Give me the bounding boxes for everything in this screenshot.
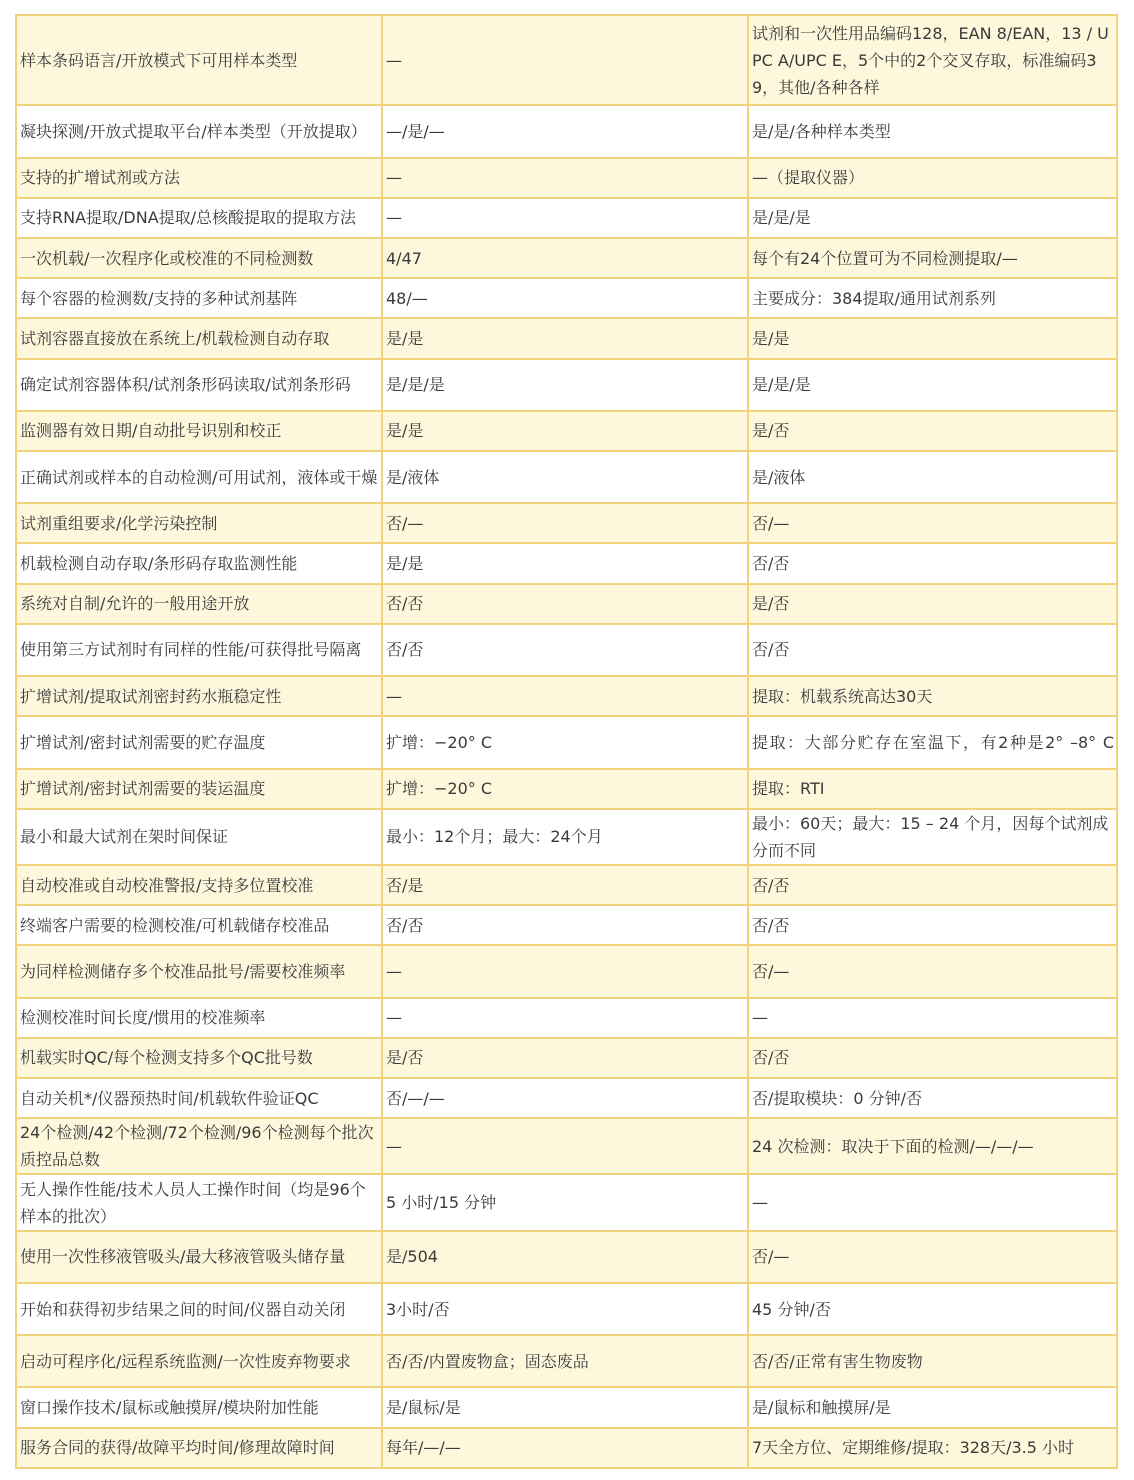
table-row bbox=[16, 676, 1117, 716]
feature-cell: 试剂重组要求/化学污染控制 bbox=[16, 503, 382, 543]
system-a-cell: 48/— bbox=[382, 278, 748, 318]
system-b-cell: — bbox=[748, 1174, 1117, 1230]
table-row bbox=[16, 411, 1117, 451]
system-b-cell: 否/否 bbox=[748, 1038, 1117, 1078]
feature-cell: 开始和获得初步结果之间的时间/仪器自动关闭 bbox=[16, 1283, 382, 1335]
feature-cell: 最小和最大试剂在架时间保证 bbox=[16, 809, 382, 865]
system-a-cell: — bbox=[382, 158, 748, 198]
system-b-cell: 否/否 bbox=[748, 624, 1117, 676]
feature-cell: 使用第三方试剂时有同样的性能/可获得批号隔离 bbox=[16, 624, 382, 676]
feature-cell: 终端客户需要的检测校准/可机载储存校准品 bbox=[16, 905, 382, 945]
table-row bbox=[16, 359, 1117, 411]
table-row bbox=[16, 716, 1117, 768]
system-b-cell: — bbox=[748, 998, 1117, 1038]
system-a-cell: 否/否 bbox=[382, 905, 748, 945]
table-row bbox=[16, 584, 1117, 624]
feature-cell: 支持RNA提取/DNA提取/总核酸提取的提取方法 bbox=[16, 198, 382, 238]
table-row bbox=[16, 238, 1117, 278]
spec-table-body bbox=[16, 15, 1117, 1468]
system-b-cell: 否/— bbox=[748, 503, 1117, 543]
feature-cell: 确定试剂容器体积/试剂条形码读取/试剂条形码 bbox=[16, 359, 382, 411]
system-a-cell: 4/47 bbox=[382, 238, 748, 278]
table-row bbox=[16, 1231, 1117, 1283]
system-a-cell: — bbox=[382, 676, 748, 716]
feature-cell: 自动关机*/仪器预热时间/机载软件验证QC bbox=[16, 1078, 382, 1118]
system-b-cell: 提取：大部分贮存在室温下，有2种是2° –8° C bbox=[748, 716, 1117, 768]
system-b-cell: 是/是 bbox=[748, 318, 1117, 358]
table-row bbox=[16, 1174, 1117, 1230]
system-b-cell: 每个有24个位置可为不同检测提取/— bbox=[748, 238, 1117, 278]
system-b-cell: 否/否 bbox=[748, 905, 1117, 945]
system-b-cell: 24 次检测：取决于下面的检测/—/—/— bbox=[748, 1118, 1117, 1174]
table-row bbox=[16, 769, 1117, 809]
table-row bbox=[16, 1387, 1117, 1427]
system-b-cell: 提取：机载系统高达30天 bbox=[748, 676, 1117, 716]
system-a-cell: 否/—/— bbox=[382, 1078, 748, 1118]
system-a-cell: 否/否 bbox=[382, 584, 748, 624]
feature-cell: 窗口操作技术/鼠标或触摸屏/模块附加性能 bbox=[16, 1387, 382, 1427]
system-a-cell: — bbox=[382, 1118, 748, 1174]
table-row bbox=[16, 543, 1117, 583]
table-row bbox=[16, 105, 1117, 157]
feature-cell: 启动可程序化/远程系统监测/一次性废弃物要求 bbox=[16, 1335, 382, 1387]
feature-cell: 无人操作性能/技术人员人工操作时间（均是96个样本的批次） bbox=[16, 1174, 382, 1230]
feature-cell: 样本条码语言/开放模式下可用样本类型 bbox=[16, 15, 382, 105]
feature-cell: 机载实时QC/每个检测支持多个QC批号数 bbox=[16, 1038, 382, 1078]
system-b-cell: 否/否 bbox=[748, 543, 1117, 583]
feature-cell: 机载检测自动存取/条形码存取监测性能 bbox=[16, 543, 382, 583]
system-b-cell: 是/是/各种样本类型 bbox=[748, 105, 1117, 157]
table-row bbox=[16, 1038, 1117, 1078]
feature-cell: 支持的扩增试剂或方法 bbox=[16, 158, 382, 198]
system-a-cell: 每年/—/— bbox=[382, 1428, 748, 1468]
feature-cell: 扩增试剂/提取试剂密封药水瓶稳定性 bbox=[16, 676, 382, 716]
system-b-cell: 7天全方位、定期维修/提取：328天/3.5 小时 bbox=[748, 1428, 1117, 1468]
feature-cell: 监测器有效日期/自动批号识别和校正 bbox=[16, 411, 382, 451]
feature-cell: 为同样检测储存多个校准品批号/需要校准频率 bbox=[16, 945, 382, 997]
spec-table bbox=[15, 14, 1118, 1469]
table-row bbox=[16, 865, 1117, 905]
table-row bbox=[16, 503, 1117, 543]
table-row bbox=[16, 945, 1117, 997]
system-a-cell: 是/液体 bbox=[382, 451, 748, 503]
table-row bbox=[16, 451, 1117, 503]
system-b-cell: 是/液体 bbox=[748, 451, 1117, 503]
system-b-cell: 否/提取模块：0 分钟/否 bbox=[748, 1078, 1117, 1118]
system-b-cell: 提取：RTI bbox=[748, 769, 1117, 809]
table-row bbox=[16, 1428, 1117, 1468]
feature-cell: 试剂容器直接放在系统上/机载检测自动存取 bbox=[16, 318, 382, 358]
system-b-cell: —（提取仪器） bbox=[748, 158, 1117, 198]
table-row bbox=[16, 278, 1117, 318]
table-row bbox=[16, 998, 1117, 1038]
system-b-cell: 是/否 bbox=[748, 584, 1117, 624]
system-a-cell: 3小时/否 bbox=[382, 1283, 748, 1335]
system-b-cell: 主要成分：384提取/通用试剂系列 bbox=[748, 278, 1117, 318]
system-b-cell: 是/鼠标和触摸屏/是 bbox=[748, 1387, 1117, 1427]
system-a-cell: 是/是/是 bbox=[382, 359, 748, 411]
system-a-cell: 是/是 bbox=[382, 411, 748, 451]
feature-cell: 正确试剂或样本的自动检测/可用试剂，液体或干燥 bbox=[16, 451, 382, 503]
system-a-cell: 否/是 bbox=[382, 865, 748, 905]
table-row bbox=[16, 905, 1117, 945]
system-b-cell: 否/— bbox=[748, 1231, 1117, 1283]
system-b-cell: 是/否 bbox=[748, 411, 1117, 451]
system-b-cell: 45 分钟/否 bbox=[748, 1283, 1117, 1335]
system-a-cell: 5 小时/15 分钟 bbox=[382, 1174, 748, 1230]
table-row bbox=[16, 624, 1117, 676]
feature-cell: 扩增试剂/密封试剂需要的贮存温度 bbox=[16, 716, 382, 768]
system-a-cell: 是/是 bbox=[382, 543, 748, 583]
table-row bbox=[16, 198, 1117, 238]
system-b-cell: 试剂和一次性用品编码128，EAN 8/EAN，13 / UPC A/UPC E，5个中的2个交叉存取，标准编码39，其他/各种各样 bbox=[748, 15, 1117, 105]
system-a-cell: 是/否 bbox=[382, 1038, 748, 1078]
feature-cell: 24个检测/42个检测/72个检测/96个检测每个批次质控品总数 bbox=[16, 1118, 382, 1174]
system-b-cell: 否/否/正常有害生物废物 bbox=[748, 1335, 1117, 1387]
system-a-cell: 是/鼠标/是 bbox=[382, 1387, 748, 1427]
table-row bbox=[16, 1335, 1117, 1387]
system-a-cell: 否/— bbox=[382, 503, 748, 543]
feature-cell: 使用一次性移液管吸头/最大移液管吸头储存量 bbox=[16, 1231, 382, 1283]
system-a-cell: — bbox=[382, 998, 748, 1038]
system-a-cell: 是/是 bbox=[382, 318, 748, 358]
table-row bbox=[16, 1118, 1117, 1174]
system-a-cell: 最小：12个月；最大：24个月 bbox=[382, 809, 748, 865]
system-b-cell: 否/否 bbox=[748, 865, 1117, 905]
system-a-cell: 扩增：−20° C bbox=[382, 769, 748, 809]
feature-cell: 自动校准或自动校准警报/支持多位置校准 bbox=[16, 865, 382, 905]
table-row bbox=[16, 318, 1117, 358]
feature-cell: 服务合同的获得/故障平均时间/修理故障时间 bbox=[16, 1428, 382, 1468]
system-a-cell: — bbox=[382, 15, 748, 105]
table-row bbox=[16, 158, 1117, 198]
feature-cell: 凝块探测/开放式提取平台/样本类型（开放提取） bbox=[16, 105, 382, 157]
system-a-cell: — bbox=[382, 198, 748, 238]
system-a-cell: 否/否 bbox=[382, 624, 748, 676]
feature-cell: 一次机载/一次程序化或校准的不同检测数 bbox=[16, 238, 382, 278]
system-a-cell: — bbox=[382, 945, 748, 997]
table-row bbox=[16, 809, 1117, 865]
table-row bbox=[16, 1078, 1117, 1118]
feature-cell: 系统对自制/允许的一般用途开放 bbox=[16, 584, 382, 624]
system-b-cell: 是/是/是 bbox=[748, 198, 1117, 238]
table-row bbox=[16, 15, 1117, 105]
system-b-cell: 是/是/是 bbox=[748, 359, 1117, 411]
system-a-cell: 否/否/内置废物盒；固态废品 bbox=[382, 1335, 748, 1387]
feature-cell: 检测校准时间长度/惯用的校准频率 bbox=[16, 998, 382, 1038]
system-b-cell: 最小：60天；最大：15 – 24 个月，因每个试剂成分而不同 bbox=[748, 809, 1117, 865]
table-row bbox=[16, 1283, 1117, 1335]
system-a-cell: 是/504 bbox=[382, 1231, 748, 1283]
system-a-cell: 扩增：−20° C bbox=[382, 716, 748, 768]
feature-cell: 每个容器的检测数/支持的多种试剂基阵 bbox=[16, 278, 382, 318]
system-a-cell: —/是/— bbox=[382, 105, 748, 157]
feature-cell: 扩增试剂/密封试剂需要的装运温度 bbox=[16, 769, 382, 809]
system-b-cell: 否/— bbox=[748, 945, 1117, 997]
